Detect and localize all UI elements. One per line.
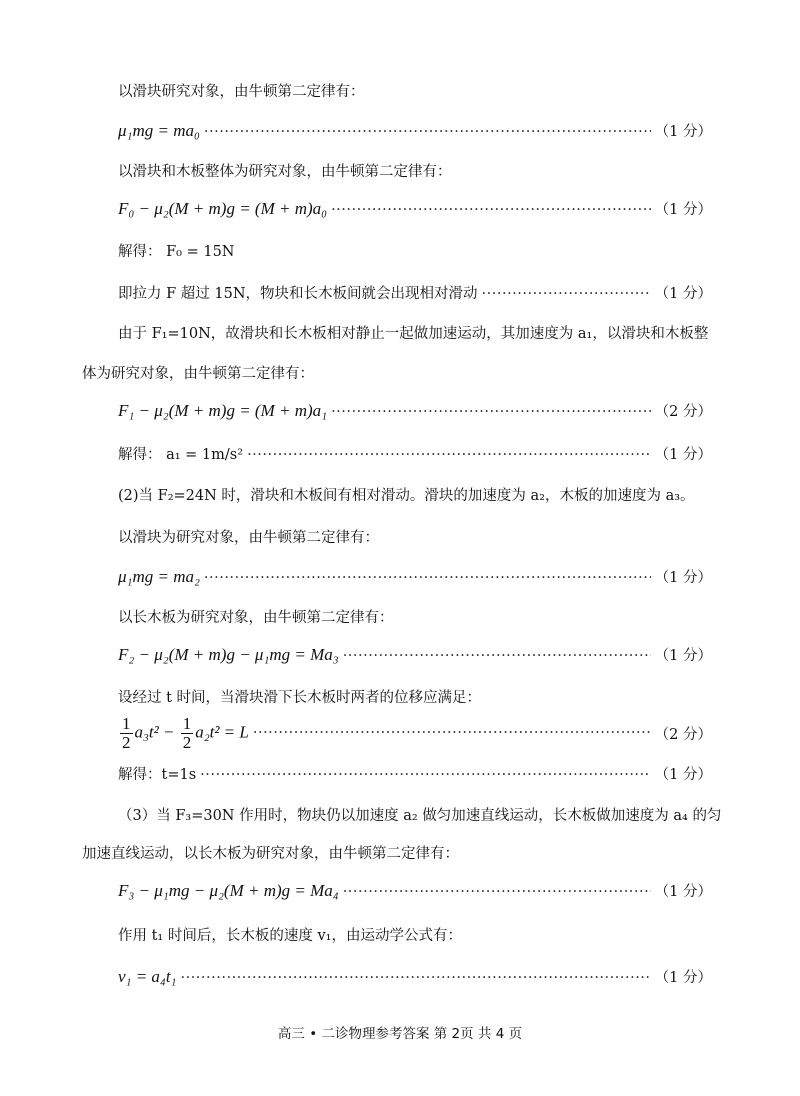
equation: F₂ − μ₂(M + m)g − μ₁mg = Ma₃	[118, 645, 339, 664]
equation: $\frac{1}{2}$ a₃t² − $\frac{1}{2}$ a₂t² = L	[122, 713, 249, 752]
score-label: （1 分）	[654, 884, 712, 900]
equation-line	[118, 966, 712, 987]
dot-leader	[253, 725, 651, 741]
text-line: (2)当 F₂=24N 时，滑块和木板间有相对滑动。滑块的加速度为 a₂，木板的加速度为 a₃。	[118, 488, 695, 504]
text-line: 由于 F₁=10N，故滑块和长木板相对静止一起做加速运动，其加速度为 a₁，以滑块和木板整	[118, 326, 709, 342]
fraction: $\frac{1}{2}$	[122, 713, 131, 752]
text-line: （3）当 F₃=30N 作用时，物块仍以加速度 a₂ 做匀加速直线运动，长木板做加速度为 a₄ 的匀	[118, 808, 722, 824]
dot-leader	[180, 970, 650, 986]
text-line: 以滑块和木板整体为研究对象，由牛顿第二定律有：	[118, 164, 452, 180]
text-line: 以长木板为研究对象，由牛顿第二定律有：	[118, 610, 394, 626]
equation-line	[118, 644, 712, 665]
equation: μ₁mg = ma₂	[118, 567, 200, 586]
equation: F₃ − μ₁mg − μ₂(M + m)g = Ma₄	[118, 881, 339, 900]
text-line: 即拉力 F 超过 15N，物块和长木板间就会出现相对滑动 ····· （1 分）	[118, 282, 712, 303]
text-line: 设经过 t 时间，当滑块滑下长木板时两者的位移应满足：	[118, 690, 482, 706]
text-line: 解得：t=1s ····· （1 分）	[118, 763, 712, 784]
equation-line	[118, 120, 712, 141]
score-label: （2 分）	[654, 404, 712, 420]
equation: v₁ = a₄t₁	[118, 967, 177, 986]
score-label: （2 分）	[654, 726, 712, 743]
text-line: 加速直线运动，以长木板为研究对象，由牛顿第二定律有：	[82, 846, 459, 862]
equation-line	[118, 400, 712, 421]
dot-leader	[200, 767, 651, 783]
equation: F₁ − μ₂(M + m)g = (M + m)a₁	[118, 401, 328, 420]
text-line: 体为研究对象，由牛顿第二定律有：	[82, 366, 314, 382]
text-line: 以滑块研究对象，由牛顿第二定律有：	[118, 84, 365, 100]
dot-leader	[204, 570, 651, 586]
equation: μ₁mg = ma₀	[118, 121, 200, 140]
equation-line	[118, 198, 712, 219]
text-line: 解得： F₀ = 15N	[118, 244, 235, 260]
score-label: （1 分）	[654, 970, 712, 986]
dot-leader	[204, 124, 651, 140]
equation-line	[118, 710, 712, 756]
score-label: （1 分）	[654, 767, 712, 783]
page-footer: 高三 • 二诊物理参考答案 第 2页 共 4 页	[277, 1026, 523, 1042]
text-line: 以滑块为研究对象，由牛顿第二定律有：	[118, 530, 379, 546]
equation: F₀ − μ₂(M + m)g = (M + m)a₀	[118, 199, 328, 218]
score-label: （1 分）	[654, 447, 712, 463]
text-line: 解得： a₁ = 1m/s² ····· （1 分）	[118, 443, 712, 464]
dot-leader	[343, 648, 651, 664]
equation-line	[118, 880, 712, 901]
text-line: 作用 t₁ 时间后，长木板的速度 v₁，由运动学公式有：	[118, 928, 462, 944]
score-label: （1 分）	[654, 202, 712, 218]
dot-leader	[331, 202, 651, 218]
dot-leader	[247, 447, 651, 463]
fraction: $\frac{1}{2}$	[182, 713, 192, 752]
dot-leader	[343, 884, 651, 900]
equation-line	[118, 566, 712, 587]
score-label: （1 分）	[654, 124, 712, 140]
dot-leader	[482, 286, 651, 302]
score-label: （1 分）	[654, 648, 712, 664]
dot-leader	[331, 404, 651, 420]
score-label: （1 分）	[654, 570, 712, 586]
score-label: （1 分）	[654, 286, 712, 302]
